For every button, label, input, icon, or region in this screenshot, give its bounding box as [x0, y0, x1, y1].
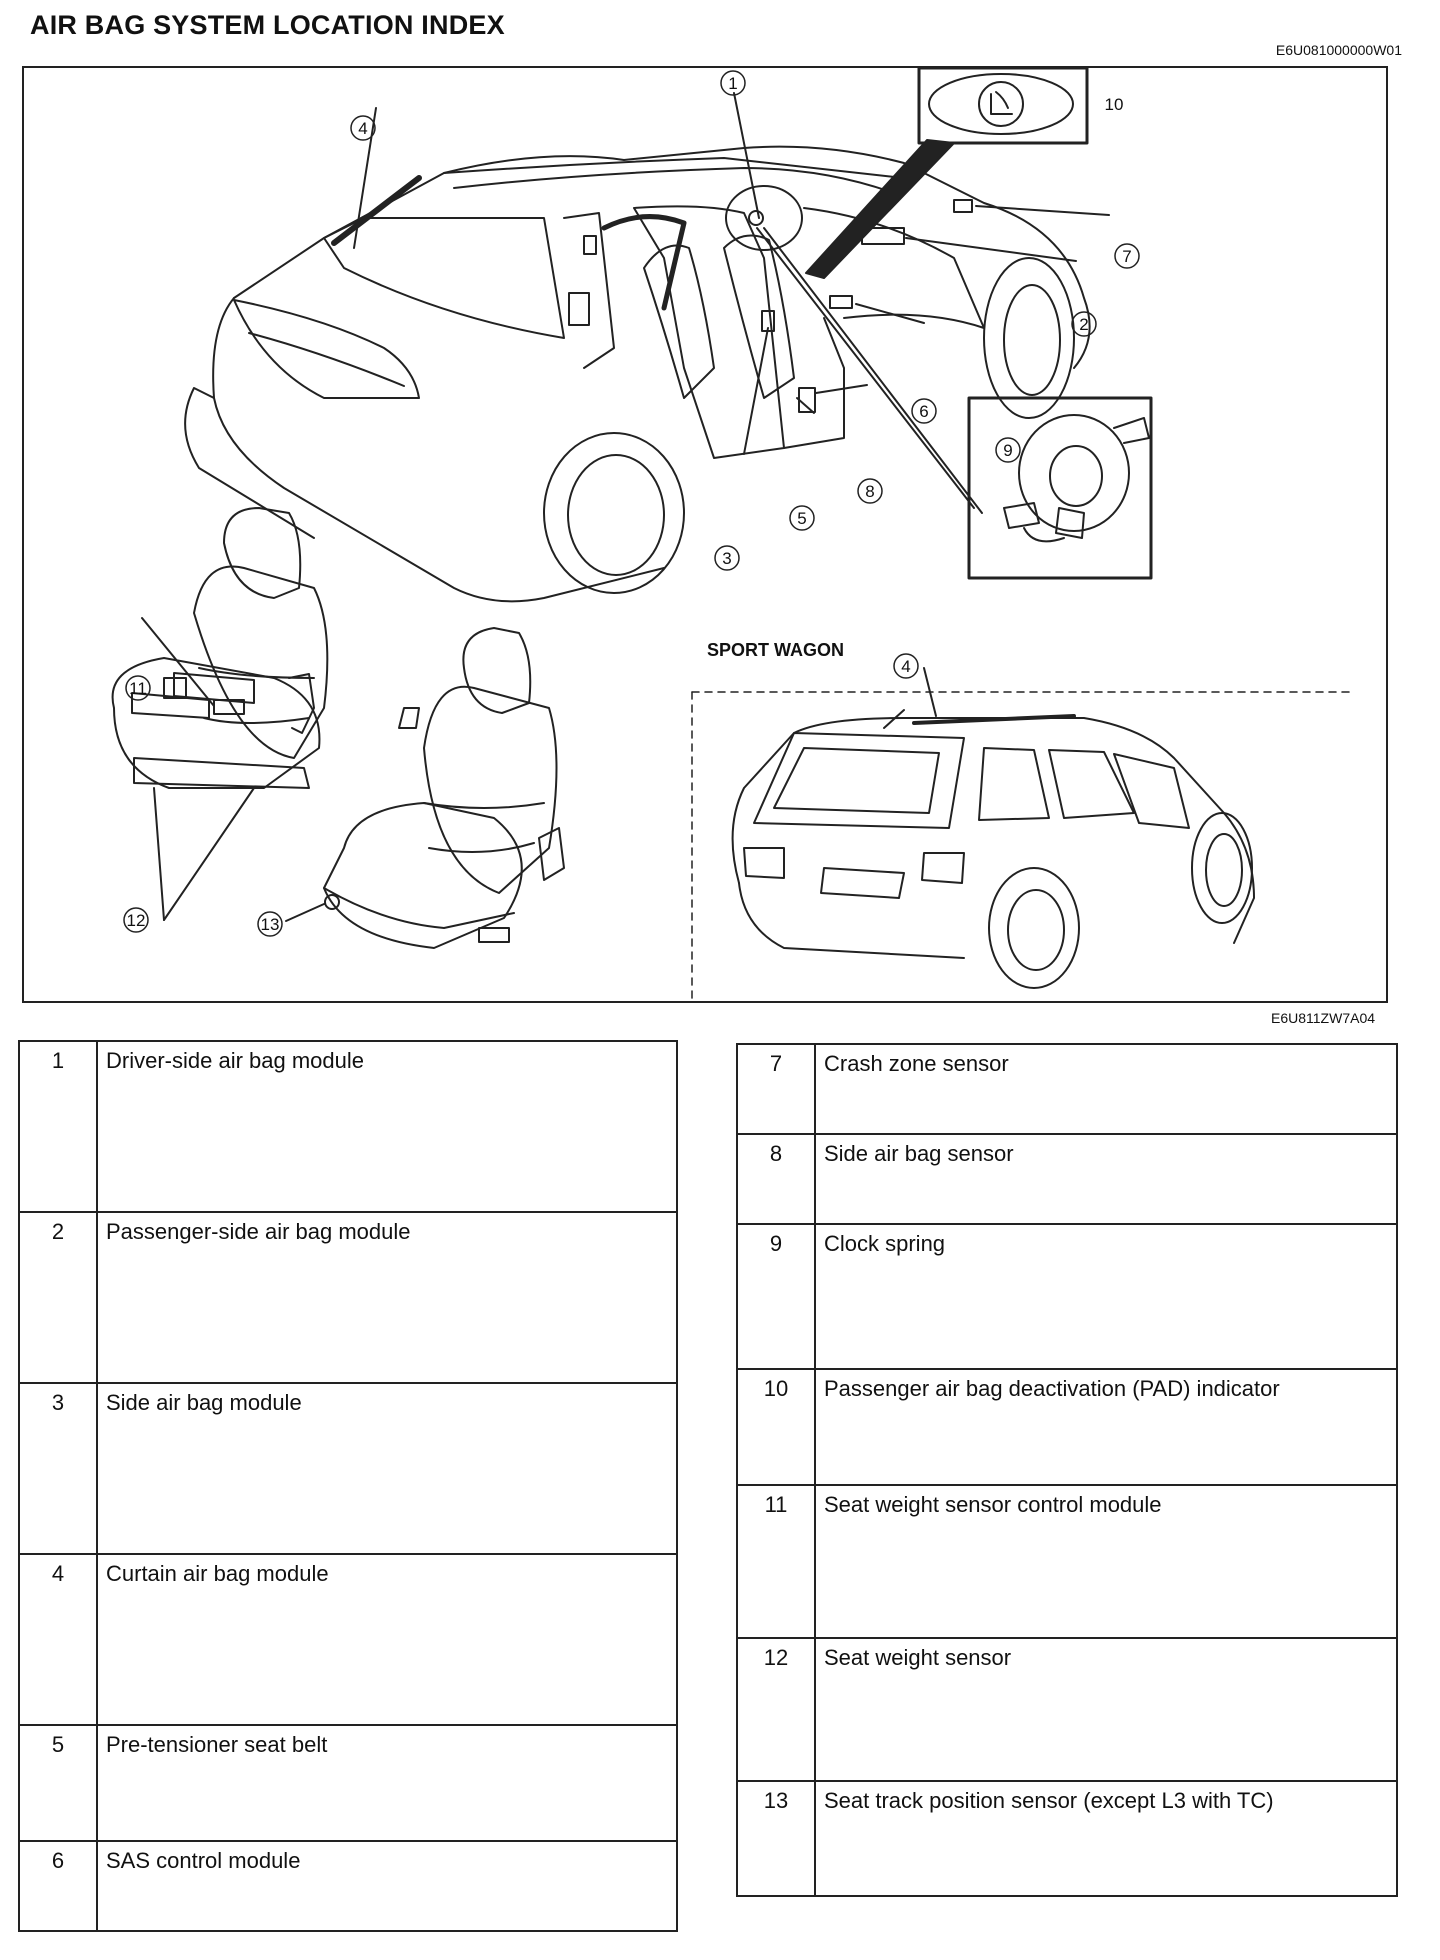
index-row [19, 1383, 677, 1554]
index-label: Pre-tensioner seat belt [97, 1725, 677, 1841]
callout-3: 3 [722, 549, 732, 568]
index-label: SAS control module [97, 1841, 677, 1931]
index-label: Driver-side air bag module [97, 1041, 677, 1212]
index-label: Side air bag module [97, 1383, 677, 1554]
callout-12: 12 [126, 911, 146, 930]
index-row [737, 1044, 1397, 1134]
index-row [737, 1369, 1397, 1485]
callout-7: 7 [1122, 247, 1132, 266]
sport-wagon-label: SPORT WAGON [707, 640, 845, 660]
figure-code: E6U811ZW7A04 [1271, 1010, 1376, 1026]
sedan-illustration [185, 68, 1151, 601]
index-row [19, 1041, 677, 1212]
index-label: Seat weight sensor [815, 1638, 1397, 1781]
index-row [737, 1134, 1397, 1224]
index-number: 10 [737, 1369, 815, 1485]
index-number: 8 [737, 1134, 815, 1224]
index-label: Seat track position sensor (except L3 with TC) [815, 1781, 1397, 1896]
index-table-left [18, 1040, 678, 1932]
callout-8: 8 [865, 482, 875, 501]
index-row [19, 1212, 677, 1383]
index-row [737, 1638, 1397, 1781]
index-label: Passenger-side air bag module [97, 1212, 677, 1383]
index-number: 7 [737, 1044, 815, 1134]
callout-13: 13 [260, 915, 280, 934]
index-number: 5 [19, 1725, 97, 1841]
callout-9: 9 [1003, 441, 1013, 460]
index-row [737, 1224, 1397, 1369]
index-label: Curtain air bag module [97, 1554, 677, 1725]
callout-4-wagon: 4 [901, 657, 911, 676]
wagon-illustration [733, 668, 1254, 988]
index-number: 12 [737, 1638, 815, 1781]
index-number: 13 [737, 1781, 815, 1896]
callout-11: 11 [129, 679, 147, 698]
page-title: AIR BAG SYSTEM LOCATION INDEX [30, 10, 505, 40]
vehicle-diagram [24, 68, 1390, 1005]
index-number: 9 [737, 1224, 815, 1369]
callout-5: 5 [797, 509, 807, 528]
callout-6: 6 [919, 402, 929, 421]
callout-10: 10 [1104, 95, 1124, 114]
index-number: 2 [19, 1212, 97, 1383]
index-row [19, 1554, 677, 1725]
index-label: Side air bag sensor [815, 1134, 1397, 1224]
index-number: 4 [19, 1554, 97, 1725]
index-label: Passenger air bag deactivation (PAD) indicator [815, 1369, 1397, 1485]
index-row [737, 1485, 1397, 1638]
index-table-right [736, 1043, 1398, 1897]
callout-2: 2 [1079, 315, 1089, 334]
location-figure [22, 66, 1388, 1003]
index-label: Clock spring [815, 1224, 1397, 1369]
document-code: E6U081000000W01 [1275, 42, 1402, 58]
index-label: Crash zone sensor [815, 1044, 1397, 1134]
seat-illustration [113, 508, 564, 948]
index-label: Seat weight sensor control module [815, 1485, 1397, 1638]
callout-1: 1 [728, 74, 738, 93]
index-number: 6 [19, 1841, 97, 1931]
index-row [19, 1841, 677, 1931]
index-number: 1 [19, 1041, 97, 1212]
index-row [737, 1781, 1397, 1896]
index-number: 3 [19, 1383, 97, 1554]
index-number: 11 [737, 1485, 815, 1638]
index-row [19, 1725, 677, 1841]
callout-4: 4 [358, 119, 368, 138]
